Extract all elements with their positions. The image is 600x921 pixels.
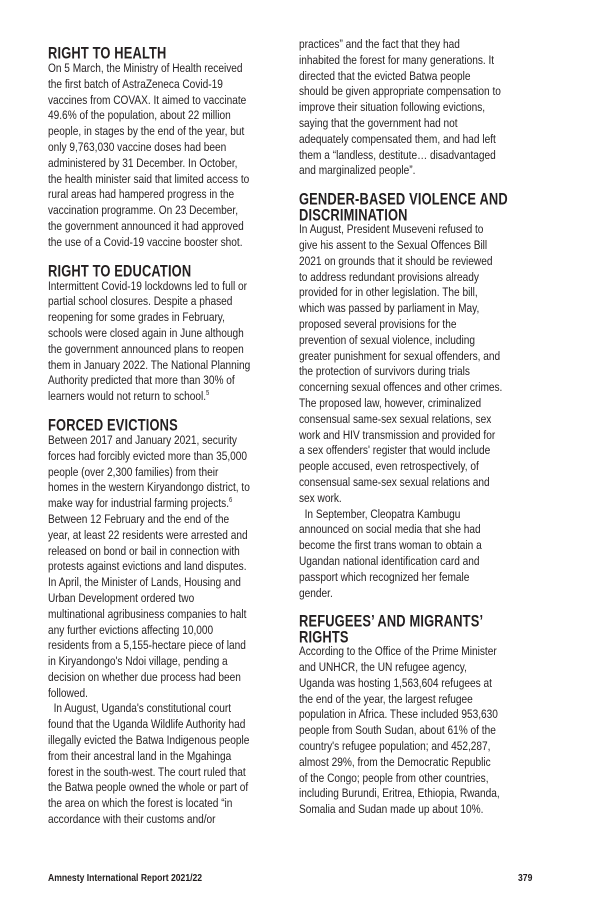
- text-line: [48, 279, 282, 295]
- text-line: [48, 93, 282, 109]
- heading-refugees-migrants-rights: REFUGEES’ AND MIGRANTS’ RIGHTS: [299, 613, 483, 647]
- text-line-content: year, at least 22 residents were arrested and: [48, 527, 248, 542]
- text-line: [299, 786, 533, 802]
- text-line: [299, 132, 533, 148]
- text-line: [299, 755, 533, 771]
- text-line: [299, 554, 533, 570]
- text-line: [299, 238, 533, 254]
- text-line-content: only 9,763,030 vaccine doses had been: [48, 139, 227, 154]
- text-line: [299, 396, 533, 412]
- text-line: [48, 765, 282, 781]
- text-line: [48, 607, 282, 623]
- text-line-content: prevention of sexual violence, including: [299, 332, 476, 347]
- text-line: [299, 459, 533, 475]
- footer-page-number: 379: [518, 872, 533, 884]
- text-line-content: and UNHCR, the UN refugee agency,: [299, 660, 467, 675]
- text-line-content: the use of a Covid-19 vaccine booster shot.: [48, 234, 243, 249]
- text-line: [299, 364, 533, 380]
- text-line: [48, 294, 282, 310]
- text-line-content: Uganda was hosting 1,563,604 refugees at: [299, 675, 492, 690]
- text-line-content: become the first trans woman to obtain a: [299, 538, 482, 553]
- text-line-content: rural areas had hampered progress in the: [48, 187, 235, 202]
- text-line-content: them in January 2022. The National Planning: [48, 357, 251, 372]
- text-line: [299, 475, 533, 491]
- text-line-content: learners would not return to school.: [48, 389, 207, 404]
- text-line-content: reopening for some grades in February,: [48, 310, 225, 325]
- footer-publication-title: Amnesty International Report 2021/22: [48, 872, 203, 884]
- left-column: [48, 46, 282, 828]
- text-line-content: concerning sexual offences and other crimes.: [299, 380, 503, 395]
- text-line-content: Intermittent Covid-19 lockdowns led to full or: [48, 278, 248, 293]
- text-line: [48, 124, 282, 140]
- text-line-content: consensual same-sex sexual relations and: [299, 474, 490, 489]
- text-line-content: Between 12 February and the end of the: [48, 511, 230, 526]
- text-line: [48, 310, 282, 326]
- text-line: [299, 586, 533, 602]
- text-line: [299, 53, 533, 69]
- text-line: [48, 465, 282, 481]
- text-line-content: in Kiryandongo's Ndoi village, pending a: [48, 654, 228, 669]
- text-line: [48, 812, 282, 828]
- text-line-content: the area on which the forest is located “in: [48, 796, 233, 811]
- text-line: [48, 187, 282, 203]
- text-line-content: released on bond or bail in connection with: [48, 543, 240, 558]
- text-line: [299, 349, 533, 365]
- text-line-content: partial school closures. Despite a phased: [48, 294, 233, 309]
- heading-line: DISCRIMINATION: [299, 206, 408, 225]
- text-line-content: improve their situation following evictions,: [299, 100, 486, 115]
- text-line-content: multinational agribusiness companies to halt: [48, 606, 247, 621]
- text-line-content: According to the Office of the Prime Minister: [299, 644, 497, 659]
- text-line-content: found that the Uganda Wildlife Authority had: [48, 717, 246, 732]
- heading-right-to-education: RIGHT TO EDUCATION: [48, 262, 192, 281]
- text-line: [299, 676, 533, 692]
- text-line-content: schools were closed again in June although: [48, 325, 244, 340]
- text-line: [48, 389, 282, 405]
- text-line: [299, 84, 533, 100]
- footnote-marker[interactable]: 6: [229, 497, 233, 505]
- text-line: [48, 373, 282, 389]
- text-line-content: country's refugee population; and 452,287,: [299, 739, 491, 754]
- text-line: [48, 544, 282, 560]
- text-line-content: vaccines from COVAX. It aimed to vaccinate: [48, 92, 247, 107]
- text-line-content: of the Congo; people from other countries,: [299, 770, 489, 785]
- text-line-content: Between 2017 and January 2021, security: [48, 432, 237, 447]
- text-line: [299, 644, 533, 660]
- paragraph-refugees-migrants-rights: [299, 644, 533, 818]
- text-line-content: directed that the evicted Batwa people: [299, 68, 471, 83]
- text-line: [299, 317, 533, 333]
- text-line-content: followed.: [48, 685, 88, 700]
- text-line-content: any further evictions affecting 10,000: [48, 622, 214, 637]
- text-line-content: to address redundant provisions already: [299, 269, 479, 284]
- text-line: [299, 270, 533, 286]
- text-line-content: Ugandan national identification card and: [299, 553, 480, 568]
- paragraph-right-to-health: [48, 61, 282, 251]
- paragraph-right-to-education: [48, 279, 282, 405]
- text-line: [48, 717, 282, 733]
- text-line-content: Somalia and Sudan made up about 10%.: [299, 802, 484, 817]
- text-line-content: In April, the Minister of Lands, Housing and: [48, 575, 241, 590]
- text-line-content: the protection of survivors during trials: [299, 364, 470, 379]
- text-line-content: the government announced it had approved: [48, 218, 244, 233]
- heading-gender-based-violence: [299, 192, 533, 224]
- text-line: [48, 203, 282, 219]
- text-line: [299, 428, 533, 444]
- text-line-content: which was passed by parliament in May,: [299, 301, 480, 316]
- text-line: [48, 140, 282, 156]
- text-line: [299, 254, 533, 270]
- text-line-content: announced on social media that she had: [299, 522, 481, 537]
- paragraph-evictions-continued: [299, 37, 533, 179]
- heading-line: GENDER-BASED VIOLENCE AND: [299, 191, 508, 209]
- text-line: [48, 496, 282, 512]
- text-line: [48, 156, 282, 172]
- text-line-content: people accused, even retrospectively, of: [299, 459, 479, 474]
- right-column: [299, 37, 533, 818]
- text-line-content: The proposed law, however, criminalized: [299, 395, 482, 410]
- text-line: [48, 749, 282, 765]
- text-line-content: In September, Cleopatra Kambugu: [299, 506, 461, 521]
- text-line-content: population in Africa. These included 953,630: [299, 707, 498, 722]
- text-line: [48, 654, 282, 670]
- text-line-content: illegally evicted the Batwa Indigenous people: [48, 733, 250, 748]
- text-line: [48, 733, 282, 749]
- text-line: [48, 701, 282, 717]
- text-line-content: the Batwa people owned the whole or part of: [48, 780, 249, 795]
- text-line-content: and marginalized people”.: [299, 163, 416, 178]
- text-line: [299, 148, 533, 164]
- text-line-content: almost 29%, from the Democratic Republic: [299, 754, 491, 769]
- text-line: [299, 412, 533, 428]
- text-line: [299, 100, 533, 116]
- text-line-content: In August, President Museveni refused to: [299, 222, 484, 237]
- text-line-content: people from South Sudan, about 61% of the: [299, 723, 496, 738]
- text-line-content: Urban Development ordered two: [48, 590, 195, 605]
- text-line: [48, 219, 282, 235]
- text-line: [48, 512, 282, 528]
- text-line: [299, 522, 533, 538]
- text-line-content: passport which recognized her female: [299, 569, 470, 584]
- text-line-content: should be given appropriate compensation to: [299, 84, 501, 99]
- text-line-content: Authority predicted that more than 30% of: [48, 373, 235, 388]
- text-line: [299, 491, 533, 507]
- text-line: [48, 575, 282, 591]
- text-line-content: practices” and the fact that they had: [299, 37, 460, 51]
- text-line: [48, 670, 282, 686]
- text-line: [48, 61, 282, 77]
- text-line-content: them a “landless, destitute… disadvantaged: [299, 147, 496, 162]
- footnote-marker[interactable]: 5: [206, 390, 210, 398]
- text-line-content: work and HIV transmission and provided for: [299, 427, 496, 442]
- text-line: [48, 77, 282, 93]
- text-line: [299, 380, 533, 396]
- text-line: [299, 443, 533, 459]
- text-line: [48, 780, 282, 796]
- text-line-content: the first batch of AstraZeneca Covid-19: [48, 76, 223, 91]
- text-line: [48, 358, 282, 374]
- text-line-content: On 5 March, the Ministry of Health received: [48, 61, 243, 75]
- text-line-content: decision on whether due process had been: [48, 669, 241, 684]
- text-line: [299, 37, 533, 53]
- text-line: [299, 802, 533, 818]
- heading-forced-evictions: FORCED EVICTIONS: [48, 416, 178, 435]
- text-line-content: greater punishment for sexual offenders, and: [299, 348, 501, 363]
- text-line: [299, 301, 533, 317]
- text-line-content: including Burundi, Eritrea, Ethiopia, Rwanda,: [299, 786, 500, 801]
- text-line: [48, 326, 282, 342]
- text-line: [299, 507, 533, 523]
- text-line-content: accordance with their customs and/or: [48, 812, 216, 827]
- text-line: [299, 739, 533, 755]
- text-line-content: 2021 on grounds that it should be reviewed: [299, 253, 493, 268]
- text-line-content: give his assent to the Sexual Offences Bill: [299, 237, 488, 252]
- text-line: [48, 480, 282, 496]
- text-line: [48, 235, 282, 251]
- text-line: [48, 433, 282, 449]
- text-line: [299, 333, 533, 349]
- text-line: [299, 69, 533, 85]
- text-line: [299, 285, 533, 301]
- text-line: [299, 163, 533, 179]
- text-line: [48, 638, 282, 654]
- text-line-content: In August, Uganda's constitutional court: [48, 701, 232, 716]
- text-line-content: people, in stages by the end of the year, but: [48, 124, 245, 139]
- text-line: [48, 172, 282, 188]
- text-line-content: homes in the western Kiryandongo district, to: [48, 480, 250, 495]
- text-line-content: 49.6% of the population, about 22 million: [48, 108, 231, 123]
- text-line-content: consensual same-sex sexual relations, sex: [299, 411, 492, 426]
- text-line: [299, 570, 533, 586]
- text-line-content: provided for in other legislation. The bill,: [299, 285, 478, 300]
- text-line: [48, 686, 282, 702]
- text-line-content: proposed several provisions for the: [299, 316, 457, 331]
- text-line: [299, 660, 533, 676]
- text-line: [299, 692, 533, 708]
- text-line-content: vaccination programme. On 23 December,: [48, 203, 239, 218]
- text-line: [299, 538, 533, 554]
- text-line-content: the government announced plans to reopen: [48, 341, 244, 356]
- heading-right-to-health: RIGHT TO HEALTH: [48, 44, 167, 63]
- text-line: [48, 559, 282, 575]
- text-line: [299, 116, 533, 132]
- text-line-content: saying that the government had not: [299, 115, 458, 130]
- text-line-content: sex work.: [299, 490, 342, 505]
- text-line: [299, 723, 533, 739]
- paragraph-forced-evictions-b: [48, 512, 282, 828]
- text-line-content: gender.: [299, 585, 333, 600]
- paragraph-forced-evictions-a: [48, 433, 282, 512]
- text-line: [299, 707, 533, 723]
- text-line-content: the health minister said that limited access to: [48, 171, 250, 186]
- text-line-content: from their ancestral land in the Mgahinga: [48, 748, 232, 763]
- text-line: [48, 528, 282, 544]
- text-line-content: forest in the south-west. The court ruled that: [48, 764, 246, 779]
- text-line: [48, 623, 282, 639]
- text-line-content: inhabited the forest for many generations. It: [299, 52, 495, 67]
- text-line-content: protests against evictions and land disputes.: [48, 559, 247, 574]
- text-line: [48, 796, 282, 812]
- text-line-content: forces had forcibly evicted more than 35,000: [48, 448, 248, 463]
- text-line-content: a sex offenders' register that would include: [299, 443, 491, 458]
- text-line-content: administered by 31 December. In October,: [48, 155, 238, 170]
- text-line: [299, 771, 533, 787]
- paragraph-gender-based-violence: [299, 222, 533, 601]
- text-line: [48, 342, 282, 358]
- text-line-content: residents from a 5,155-hectare piece of land: [48, 638, 246, 653]
- text-line: [48, 591, 282, 607]
- text-line: [48, 108, 282, 124]
- text-line-content: the end of the year, the largest refugee: [299, 691, 473, 706]
- text-line-content: make way for industrial farming projects.: [48, 496, 230, 511]
- text-line: [48, 449, 282, 465]
- text-line-content: adequately compensated them, and had left: [299, 131, 496, 146]
- text-line-content: people (over 2,300 families) from their: [48, 464, 219, 479]
